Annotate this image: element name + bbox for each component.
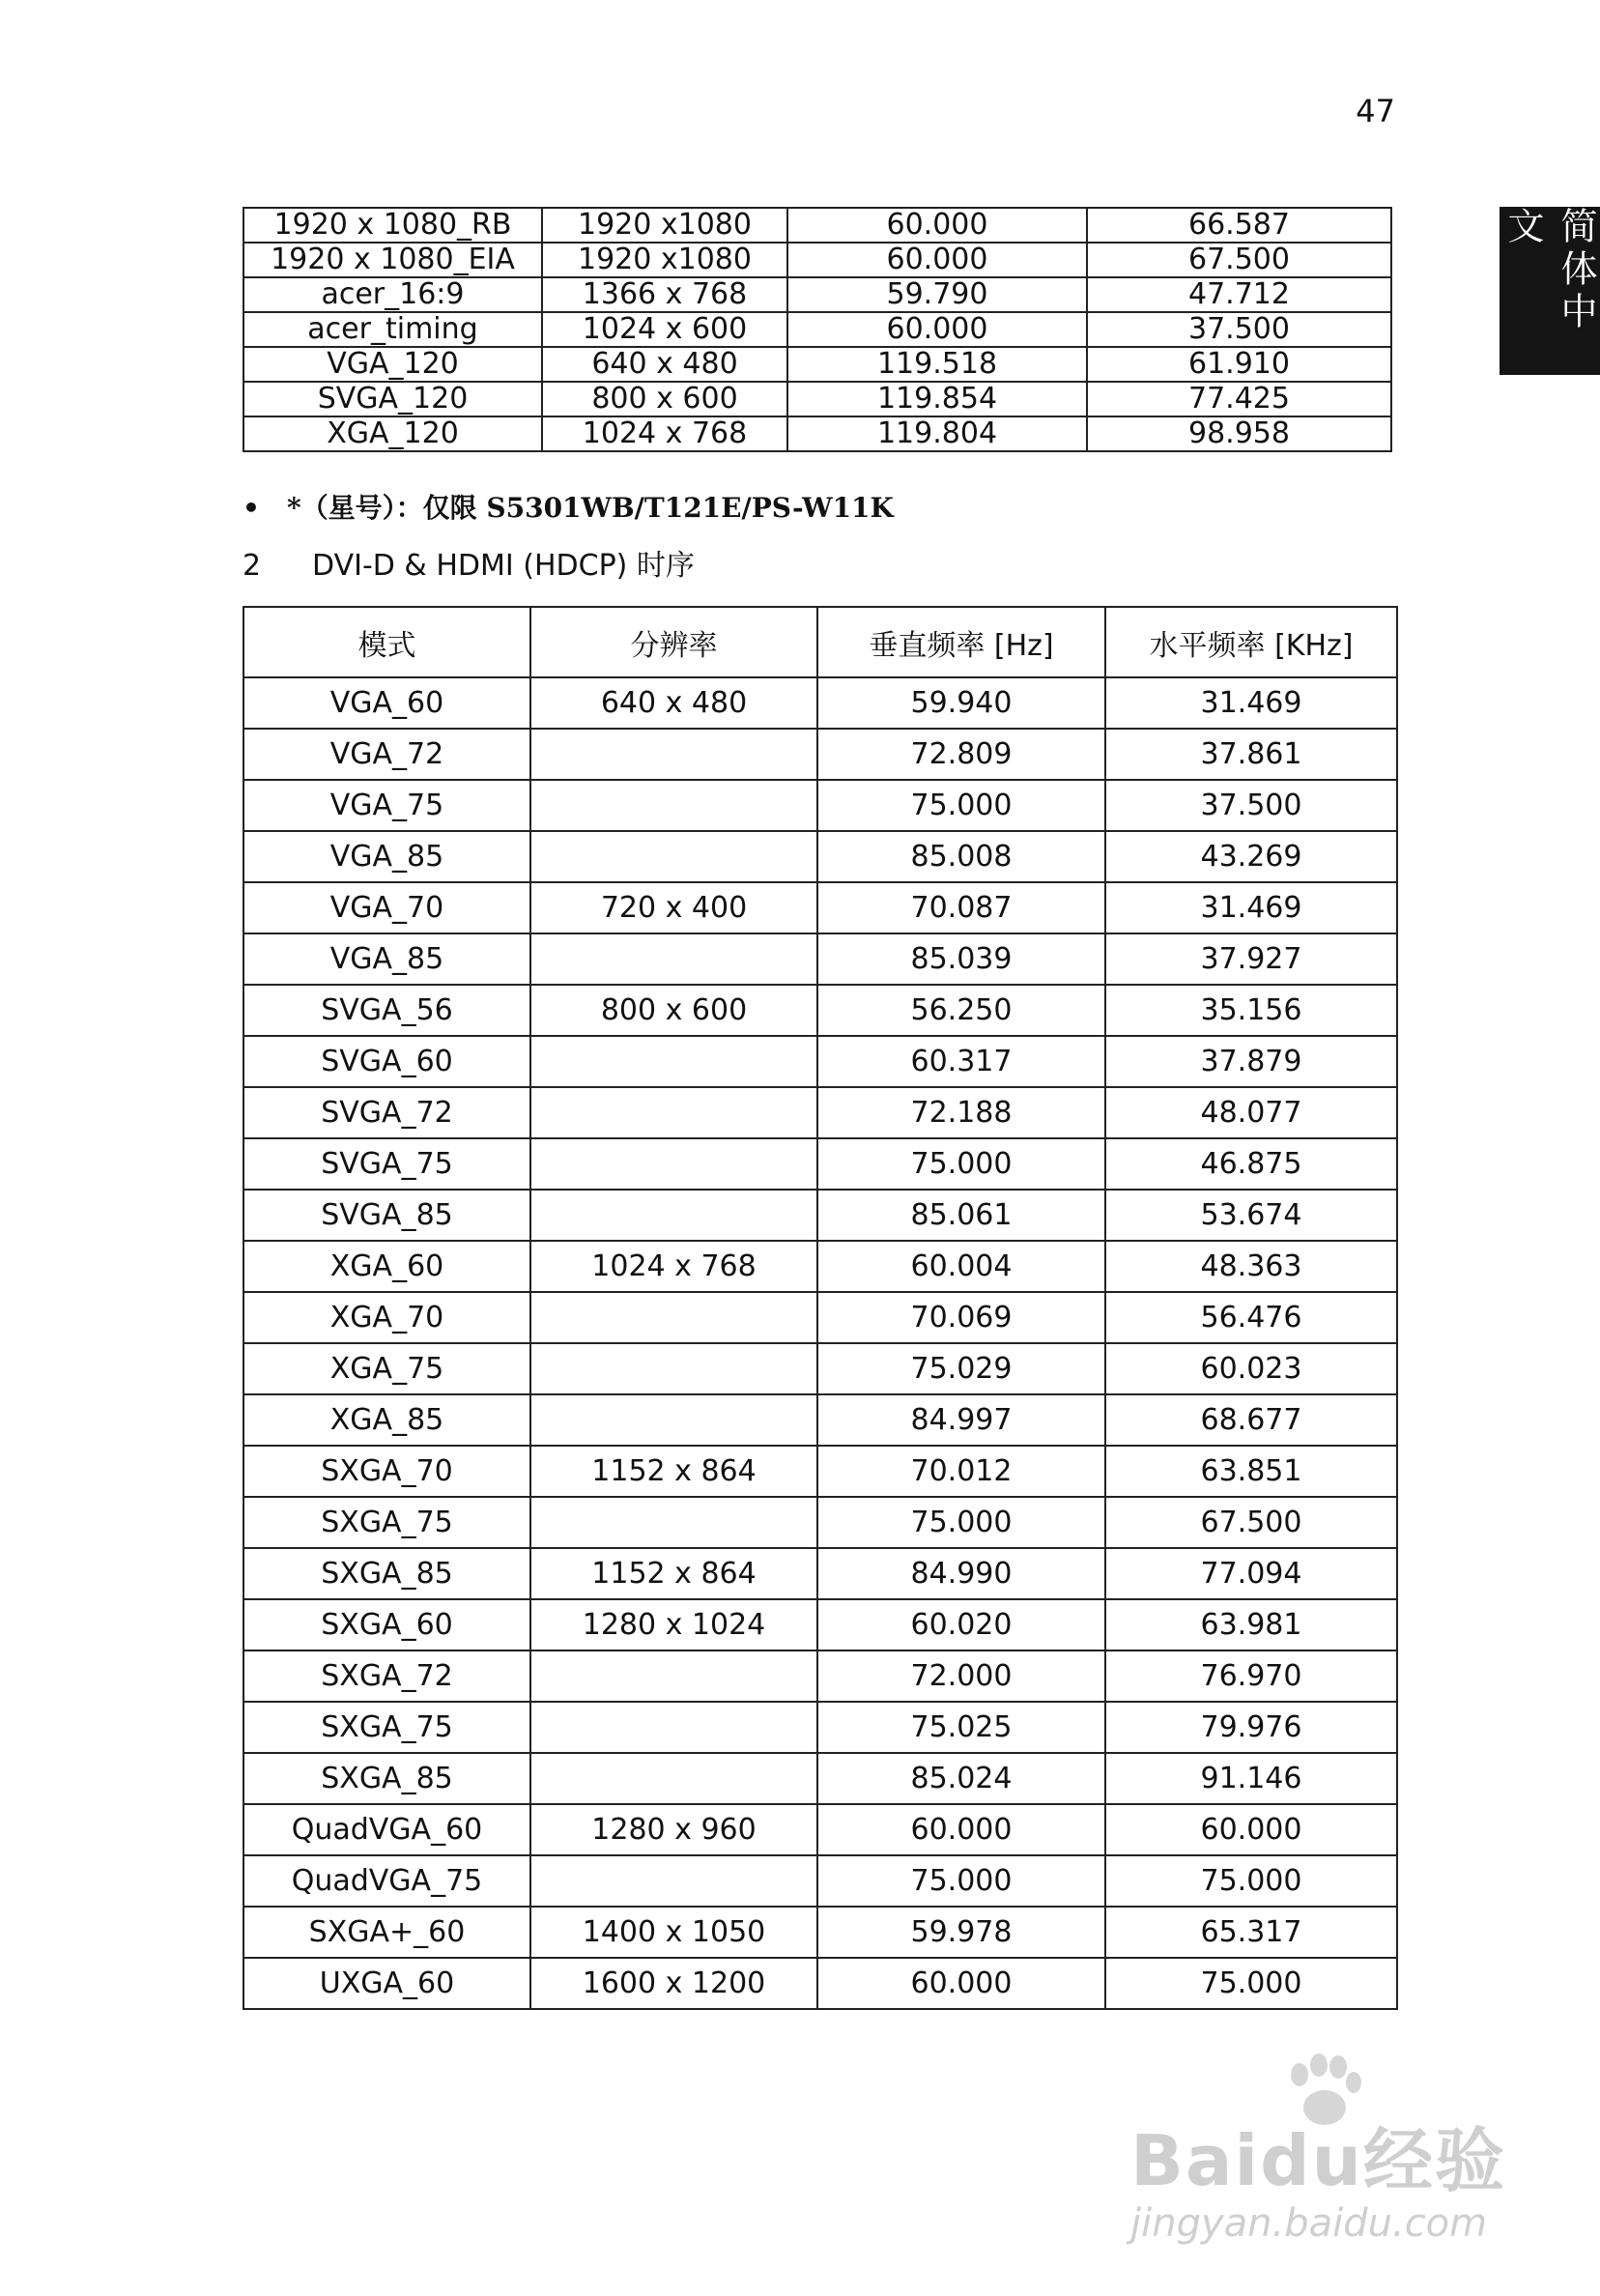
cell-horizontal-frequency: 37.927	[1105, 933, 1397, 985]
cell-horizontal-frequency: 37.879	[1105, 1036, 1397, 1087]
table-row	[243, 416, 1391, 451]
column-header-horizontal-frequency: 水平频率 [KHz]	[1105, 607, 1397, 677]
table-row	[243, 1702, 1397, 1753]
cell-mode: SXGA_75	[243, 1702, 530, 1753]
cell-mode: acer_16:9	[243, 277, 542, 312]
cell-horizontal-frequency: 63.851	[1105, 1446, 1397, 1497]
cell-vertical-frequency: 60.000	[787, 243, 1087, 277]
cell-resolution: 1152 x 864	[530, 1548, 817, 1599]
cell-mode: acer_timing	[243, 312, 542, 347]
cell-vertical-frequency: 59.940	[817, 677, 1105, 729]
table-row	[243, 1446, 1397, 1497]
cell-horizontal-frequency: 31.469	[1105, 677, 1397, 729]
table-row	[243, 277, 1391, 312]
model-note-text: *（星号）：仅限 S5301WB/T121E/PS-W11K	[287, 492, 894, 524]
cell-resolution	[530, 1702, 817, 1753]
table-header-row	[243, 607, 1397, 677]
cell-vertical-frequency: 75.025	[817, 1702, 1105, 1753]
table-row	[243, 1548, 1397, 1599]
cell-resolution: 640 x 480	[530, 677, 817, 729]
cell-mode: SVGA_75	[243, 1138, 530, 1190]
cell-resolution	[530, 1753, 817, 1804]
table-row	[243, 1241, 1397, 1292]
table-row	[243, 312, 1391, 347]
cell-resolution: 1024 x 600	[542, 312, 787, 347]
cell-mode: SXGA_85	[243, 1753, 530, 1804]
cell-horizontal-frequency: 47.712	[1087, 277, 1391, 312]
cell-resolution	[530, 831, 817, 882]
cell-mode: SXGA_75	[243, 1497, 530, 1548]
language-side-tab	[1500, 207, 1600, 375]
table-row	[243, 1907, 1397, 1958]
cell-mode: VGA_72	[243, 729, 530, 780]
cell-resolution	[530, 1292, 817, 1343]
cell-horizontal-frequency: 98.958	[1087, 416, 1391, 451]
cell-resolution: 800 x 600	[542, 382, 787, 416]
cell-horizontal-frequency: 91.146	[1105, 1753, 1397, 1804]
table-row	[243, 1036, 1397, 1087]
dvi-hdmi-timing-table-body	[243, 677, 1397, 2009]
cell-vertical-frequency: 75.000	[817, 1138, 1105, 1190]
cell-horizontal-frequency: 65.317	[1105, 1907, 1397, 1958]
cell-resolution	[530, 780, 817, 831]
page-number: 47	[1356, 93, 1395, 129]
table-row	[243, 1394, 1397, 1446]
cell-horizontal-frequency: 37.500	[1105, 780, 1397, 831]
cell-vertical-frequency: 60.000	[787, 208, 1087, 243]
table-row	[243, 347, 1391, 382]
model-note	[243, 487, 894, 526]
table-row	[243, 1138, 1397, 1190]
cell-mode: SXGA_70	[243, 1446, 530, 1497]
cell-resolution: 720 x 400	[530, 882, 817, 933]
cell-mode: VGA_70	[243, 882, 530, 933]
cell-horizontal-frequency: 37.500	[1087, 312, 1391, 347]
cell-horizontal-frequency: 76.970	[1105, 1650, 1397, 1702]
cell-resolution	[530, 1394, 817, 1446]
table-row	[243, 1855, 1397, 1907]
baidu-watermark	[1130, 2039, 1517, 2252]
section-title: DVI-D & HDMI (HDCP) 时序	[312, 549, 695, 583]
cell-mode: VGA_120	[243, 347, 542, 382]
cell-resolution: 1920 x1080	[542, 243, 787, 277]
table-row	[243, 1087, 1397, 1138]
cell-mode: VGA_75	[243, 780, 530, 831]
table-row	[243, 1343, 1397, 1394]
cell-resolution: 1920 x1080	[542, 208, 787, 243]
cell-vertical-frequency: 60.000	[817, 1958, 1105, 2009]
cell-vertical-frequency: 75.000	[817, 780, 1105, 831]
cell-resolution: 1366 x 768	[542, 277, 787, 312]
table-row	[243, 677, 1397, 729]
column-header-mode: 模式	[243, 607, 530, 677]
cell-mode: QuadVGA_60	[243, 1804, 530, 1855]
cell-mode: XGA_70	[243, 1292, 530, 1343]
cell-vertical-frequency: 84.990	[817, 1548, 1105, 1599]
cell-vertical-frequency: 85.024	[817, 1753, 1105, 1804]
cell-resolution: 1400 x 1050	[530, 1907, 817, 1958]
cell-horizontal-frequency: 77.425	[1087, 382, 1391, 416]
cell-vertical-frequency: 56.250	[817, 985, 1105, 1036]
table-row	[243, 382, 1391, 416]
cell-mode: SXGA+_60	[243, 1907, 530, 1958]
cell-resolution: 1024 x 768	[542, 416, 787, 451]
cell-vertical-frequency: 59.790	[787, 277, 1087, 312]
cell-resolution: 1152 x 864	[530, 1446, 817, 1497]
section-heading	[243, 541, 695, 584]
cell-vertical-frequency: 60.317	[817, 1036, 1105, 1087]
cell-horizontal-frequency: 48.077	[1105, 1087, 1397, 1138]
cell-vertical-frequency: 75.029	[817, 1343, 1105, 1394]
cell-vertical-frequency: 72.809	[817, 729, 1105, 780]
cell-horizontal-frequency: 31.469	[1105, 882, 1397, 933]
table-row	[243, 780, 1397, 831]
table-row	[243, 882, 1397, 933]
table-row	[243, 1190, 1397, 1241]
dvi-hdmi-timing-table	[243, 606, 1398, 2010]
cell-vertical-frequency: 85.061	[817, 1190, 1105, 1241]
cell-horizontal-frequency: 67.500	[1087, 243, 1391, 277]
cell-horizontal-frequency: 66.587	[1087, 208, 1391, 243]
cell-mode: SVGA_120	[243, 382, 542, 416]
cell-mode: SXGA_85	[243, 1548, 530, 1599]
cell-vertical-frequency: 70.069	[817, 1292, 1105, 1343]
cell-horizontal-frequency: 37.861	[1105, 729, 1397, 780]
table-row	[243, 1804, 1397, 1855]
cell-mode: VGA_85	[243, 831, 530, 882]
table-row	[243, 985, 1397, 1036]
cell-resolution	[530, 1087, 817, 1138]
cell-vertical-frequency: 119.518	[787, 347, 1087, 382]
cell-resolution: 640 x 480	[542, 347, 787, 382]
cell-horizontal-frequency: 60.023	[1105, 1343, 1397, 1394]
cell-vertical-frequency: 72.000	[817, 1650, 1105, 1702]
table-row	[243, 729, 1397, 780]
cell-mode: 1920 x 1080_EIA	[243, 243, 542, 277]
cell-vertical-frequency: 119.854	[787, 382, 1087, 416]
cell-mode: QuadVGA_75	[243, 1855, 530, 1907]
cell-resolution: 1024 x 768	[530, 1241, 817, 1292]
watermark-brand: Baidu经验	[1130, 2120, 1506, 2201]
bullet-marker: •	[243, 492, 260, 524]
cell-vertical-frequency: 72.188	[817, 1087, 1105, 1138]
cell-vertical-frequency: 85.039	[817, 933, 1105, 985]
cell-horizontal-frequency: 79.976	[1105, 1702, 1397, 1753]
cell-resolution: 1600 x 1200	[530, 1958, 817, 2009]
column-header-resolution: 分辨率	[530, 607, 817, 677]
cell-mode: SVGA_72	[243, 1087, 530, 1138]
cell-vertical-frequency: 60.000	[787, 312, 1087, 347]
cell-resolution	[530, 1190, 817, 1241]
cell-vertical-frequency: 75.000	[817, 1855, 1105, 1907]
cell-horizontal-frequency: 75.000	[1105, 1855, 1397, 1907]
cell-vertical-frequency: 60.004	[817, 1241, 1105, 1292]
cell-vertical-frequency: 75.000	[817, 1497, 1105, 1548]
cell-horizontal-frequency: 35.156	[1105, 985, 1397, 1036]
cell-horizontal-frequency: 43.269	[1105, 831, 1397, 882]
cell-mode: XGA_85	[243, 1394, 530, 1446]
cell-vertical-frequency: 60.020	[817, 1599, 1105, 1650]
cell-vertical-frequency: 84.997	[817, 1394, 1105, 1446]
cell-vertical-frequency: 59.978	[817, 1907, 1105, 1958]
cell-mode: SXGA_60	[243, 1599, 530, 1650]
cell-resolution	[530, 1855, 817, 1907]
cell-resolution	[530, 729, 817, 780]
cell-resolution	[530, 1036, 817, 1087]
table-row	[243, 831, 1397, 882]
cell-resolution	[530, 1650, 817, 1702]
cell-vertical-frequency: 85.008	[817, 831, 1105, 882]
side-tab-label: 简体中文	[1501, 207, 1597, 334]
cell-horizontal-frequency: 56.476	[1105, 1292, 1397, 1343]
cell-vertical-frequency: 60.000	[817, 1804, 1105, 1855]
cell-mode: XGA_60	[243, 1241, 530, 1292]
watermark-url: jingyan.baidu.com	[1130, 2201, 1488, 2246]
table-row	[243, 933, 1397, 985]
table-row	[243, 208, 1391, 243]
cell-vertical-frequency: 70.087	[817, 882, 1105, 933]
cell-resolution	[530, 933, 817, 985]
timing-table-continued-body	[243, 208, 1391, 451]
cell-horizontal-frequency: 61.910	[1087, 347, 1391, 382]
cell-resolution	[530, 1138, 817, 1190]
cell-resolution: 1280 x 960	[530, 1804, 817, 1855]
cell-resolution: 800 x 600	[530, 985, 817, 1036]
column-header-vertical-frequency: 垂直频率 [Hz]	[817, 607, 1105, 677]
cell-mode: SXGA_72	[243, 1650, 530, 1702]
cell-resolution	[530, 1497, 817, 1548]
cell-horizontal-frequency: 68.677	[1105, 1394, 1397, 1446]
table-row	[243, 243, 1391, 277]
cell-resolution: 1280 x 1024	[530, 1599, 817, 1650]
cell-horizontal-frequency: 67.500	[1105, 1497, 1397, 1548]
cell-mode: 1920 x 1080_RB	[243, 208, 542, 243]
cell-horizontal-frequency: 77.094	[1105, 1548, 1397, 1599]
table-row	[243, 1599, 1397, 1650]
cell-resolution	[530, 1343, 817, 1394]
cell-mode: SVGA_56	[243, 985, 530, 1036]
cell-mode: VGA_85	[243, 933, 530, 985]
cell-horizontal-frequency: 63.981	[1105, 1599, 1397, 1650]
cell-mode: UXGA_60	[243, 1958, 530, 2009]
cell-vertical-frequency: 70.012	[817, 1446, 1105, 1497]
table-row	[243, 1753, 1397, 1804]
cell-horizontal-frequency: 60.000	[1105, 1804, 1397, 1855]
cell-mode: VGA_60	[243, 677, 530, 729]
timing-table-continued	[243, 207, 1392, 452]
cell-mode: SVGA_60	[243, 1036, 530, 1087]
table-row	[243, 1650, 1397, 1702]
cell-vertical-frequency: 119.804	[787, 416, 1087, 451]
cell-mode: XGA_75	[243, 1343, 530, 1394]
table-row	[243, 1292, 1397, 1343]
table-row	[243, 1497, 1397, 1548]
cell-horizontal-frequency: 53.674	[1105, 1190, 1397, 1241]
cell-horizontal-frequency: 46.875	[1105, 1138, 1397, 1190]
cell-mode: XGA_120	[243, 416, 542, 451]
table-row	[243, 1958, 1397, 2009]
cell-mode: SVGA_85	[243, 1190, 530, 1241]
cell-horizontal-frequency: 48.363	[1105, 1241, 1397, 1292]
cell-horizontal-frequency: 75.000	[1105, 1958, 1397, 2009]
section-number: 2	[243, 549, 262, 583]
